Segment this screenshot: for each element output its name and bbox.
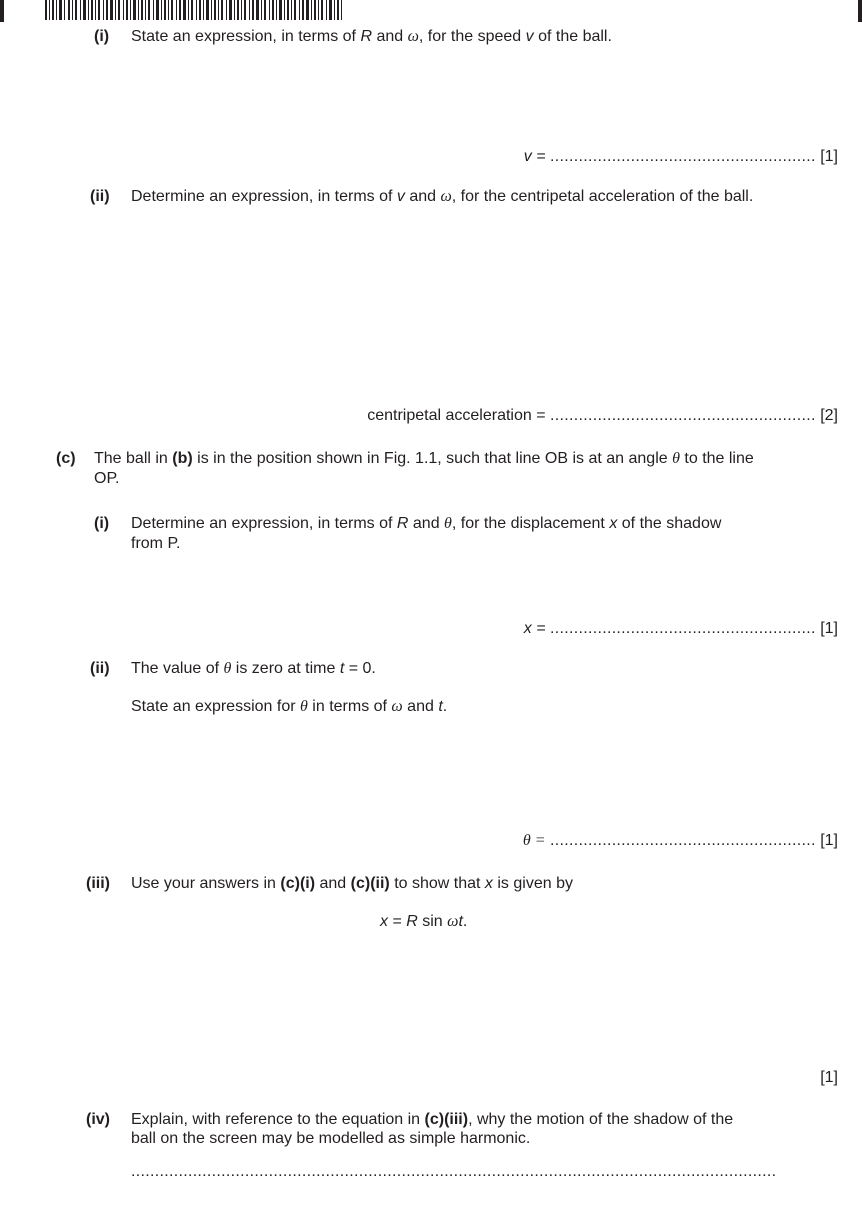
part-c-text-line2: OP.: [94, 470, 120, 487]
part-c-iii-question: Use your answers in (c)(i) and (c)(ii) to show that x is given by: [131, 875, 573, 892]
part-c-ii-text: The value of θ is zero at time t = 0.: [131, 660, 376, 677]
marks: [2]: [820, 407, 838, 424]
left-edge-mark: [0, 0, 4, 22]
marks: [1]: [820, 148, 838, 165]
part-c-ii-answer-line[interactable]: θ = ........................................................ [1]: [522, 832, 838, 849]
part-c-i-question-line2: from P.: [131, 535, 181, 552]
right-edge-mark: [858, 0, 862, 22]
part-b-i-label: (i): [94, 28, 110, 45]
barcode: [45, 0, 345, 20]
part-c-i-answer-line[interactable]: x = ........................................................ [1]: [523, 620, 838, 637]
part-c-label: (c): [56, 450, 76, 467]
part-c-ii-label: (ii): [90, 660, 110, 677]
part-c-iii-equation: x = R sin ωt.: [380, 913, 468, 930]
part-c-ii-question: State an expression for θ in terms of ω and t.: [131, 698, 448, 715]
part-c-iv-answer-line[interactable]: ........................................................................................................................................: [131, 1163, 777, 1180]
marks: [1]: [820, 620, 838, 637]
part-c-iii-label: (iii): [86, 875, 110, 892]
part-c-iv-question-line2: ball on the screen may be modelled as simple harmonic.: [131, 1130, 531, 1147]
part-c-i-question: Determine an expression, in terms of R and θ, for the displacement x of the shadow: [131, 515, 722, 532]
part-b-ii-label: (ii): [90, 188, 110, 205]
part-b-i-answer-line[interactable]: v = ........................................................ [1]: [523, 148, 838, 165]
part-b-ii-question: Determine an expression, in terms of v and ω, for the centripetal acceleration of the ball.: [131, 188, 754, 205]
part-b-ii-answer-line[interactable]: centripetal acceleration = ........................................................ [2]: [367, 407, 838, 424]
part-c-iv-label: (iv): [86, 1111, 110, 1128]
part-c-iv-question: Explain, with reference to the equation in (c)(iii), why the motion of the shadow of the: [131, 1111, 734, 1128]
part-b-i-question: State an expression, in terms of R and ω, for the speed v of the ball.: [131, 28, 612, 45]
part-c-iii-marks: [1]: [820, 1069, 838, 1086]
marks: [1]: [820, 832, 838, 849]
part-c-i-label: (i): [94, 515, 110, 532]
part-c-text: The ball in (b) is in the position shown in Fig. 1.1, such that line OB is at an angle θ to the line: [94, 450, 754, 467]
